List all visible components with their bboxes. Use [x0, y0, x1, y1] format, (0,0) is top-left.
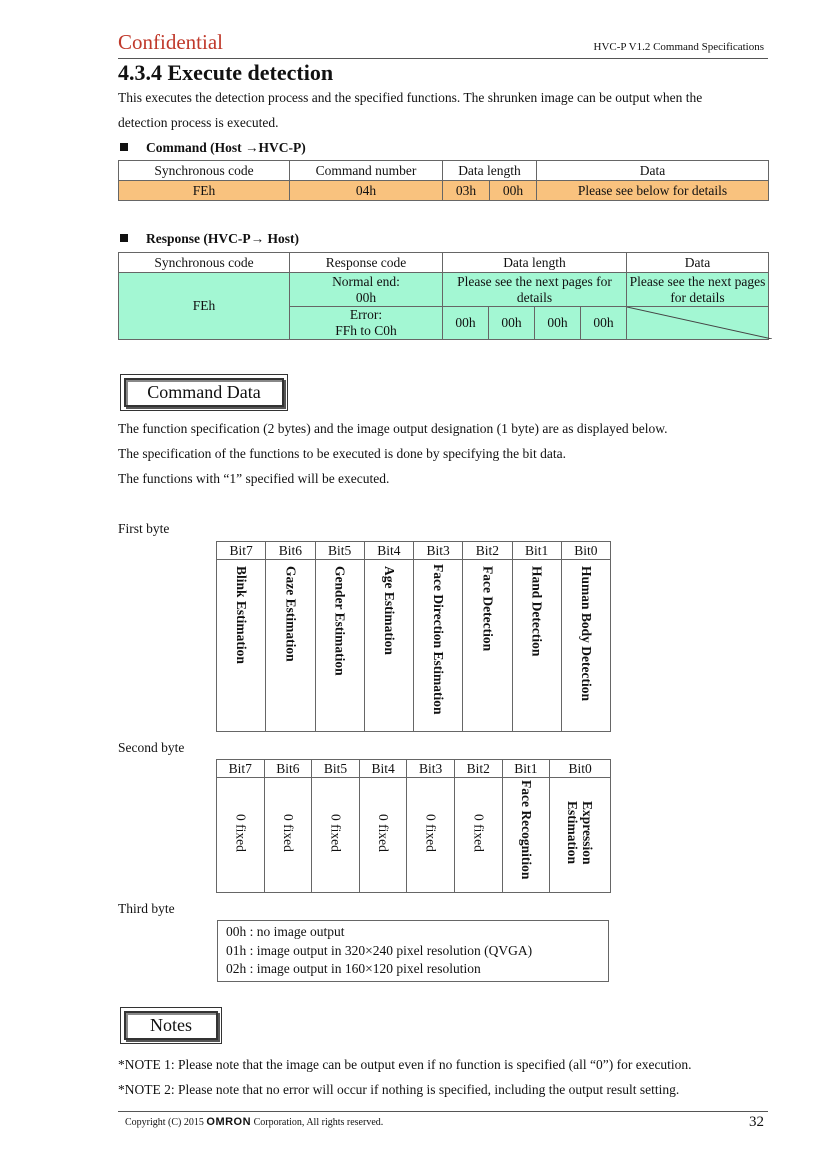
hand-detection: Hand Detection [529, 566, 545, 657]
command-data-label: Command Data [124, 378, 284, 407]
cmd-data: Please see below for details [537, 181, 769, 201]
resp-normal-end [290, 273, 443, 307]
cmd-length-1: 03h [443, 181, 490, 201]
bit5-header: Bit5 [315, 542, 364, 560]
cmd-data-line-2: The specification of the functions to be executed is done by specifying the bit data. [118, 446, 566, 461]
resp-err-data-empty [627, 307, 769, 340]
bit6-header: Bit6 [264, 760, 312, 778]
image-option-00h: 00h : no image output [226, 924, 345, 939]
resp-normal-length: Please see the next pages for details [443, 273, 627, 307]
intro-line-1: This executes the detection process and the specified functions. The shrunken image can be output when the [118, 90, 703, 105]
bit7-header: Bit7 [217, 542, 266, 560]
bit7-header: Bit7 [217, 760, 265, 778]
cmd-data-line-3: The functions with “1” specified will be executed. [118, 471, 390, 486]
command-data-box [120, 374, 288, 411]
cmd-header-sync: Synchronous code [119, 161, 290, 181]
diagonal-line-icon [627, 307, 772, 339]
cmd-sync-code: FEh [119, 181, 290, 201]
bit5-fixed: 0 fixed [328, 814, 344, 852]
resp-err-len-4: 00h [581, 307, 627, 340]
resp-normal-data: Please see the next pages for details [627, 273, 769, 307]
face-detection: Face Detection [480, 566, 496, 652]
resp-header-sync: Synchronous code [119, 253, 290, 273]
copyright-post: Corporation, All rights reserved. [253, 1117, 384, 1128]
error-code: FFh to C0h [335, 323, 397, 338]
section-title: 4.3.4 Execute detection [118, 60, 334, 85]
command-heading [120, 140, 306, 156]
bit6-header: Bit6 [266, 542, 315, 560]
cmd-header-length: Data length [443, 161, 537, 181]
document-title: HVC-P V1.2 Command Specifications [593, 41, 764, 53]
notes-box [120, 1007, 222, 1044]
bit1-header: Bit1 [502, 760, 550, 778]
resp-header-code: Response code [290, 253, 443, 273]
third-byte-box [217, 920, 609, 982]
resp-error [290, 307, 443, 340]
resp-err-len-3: 00h [535, 307, 581, 340]
bit4-header: Bit4 [359, 760, 407, 778]
bit7-fixed: 0 fixed [233, 814, 249, 852]
note-2: *NOTE 2: Please note that no error will occur if nothing is specified, including the output result setting. [118, 1082, 680, 1097]
human-body-detection: Human Body Detection [578, 566, 594, 701]
copyright [125, 1116, 383, 1128]
footer-divider [118, 1111, 768, 1112]
header-divider [118, 58, 768, 59]
resp-sync-code: FEh [119, 273, 290, 340]
response-heading-text: Response (HVC-P→ Host) [146, 231, 299, 246]
copyright-pre: Copyright (C) 2015 [125, 1117, 204, 1128]
image-option-01h: 01h : image output in 320×240 pixel resolution (QVGA) [226, 942, 533, 958]
normal-end-label: Normal end: [332, 273, 400, 289]
note-1: *NOTE 1: Please note that the image can be output even if no function is specified (all “0”) for execution. [118, 1057, 692, 1072]
resp-header-data: Data [627, 253, 769, 273]
bit2-header: Bit2 [463, 542, 512, 560]
bit0-header: Bit0 [561, 542, 610, 560]
bit6-fixed: 0 fixed [280, 814, 296, 852]
bit3-fixed: 0 fixed [423, 814, 439, 852]
bit4-fixed: 0 fixed [376, 814, 392, 852]
first-byte-table [216, 541, 611, 732]
expression-estimation: Expression Estimation [565, 801, 596, 865]
bit3-header: Bit3 [414, 542, 463, 560]
age-estimation: Age Estimation [381, 566, 397, 655]
gaze-estimation: Gaze Estimation [283, 566, 299, 662]
bullet-square-icon [120, 143, 128, 151]
bit1-header: Bit1 [512, 542, 561, 560]
bit5-header: Bit5 [312, 760, 360, 778]
notes-label: Notes [124, 1011, 218, 1040]
face-recognition: Face Recognition [518, 780, 534, 880]
resp-err-len-2: 00h [489, 307, 535, 340]
response-heading [120, 231, 299, 247]
cmd-number: 04h [290, 181, 443, 201]
page-number: 32 [749, 1114, 764, 1130]
response-table [118, 252, 769, 340]
command-heading-text: Command (Host →HVC-P) [146, 140, 306, 155]
resp-err-len-1: 00h [443, 307, 489, 340]
confidential-label: Confidential [118, 30, 223, 54]
intro-line-2: detection process is executed. [118, 115, 279, 130]
second-byte-label: Second byte [118, 740, 185, 755]
omron-logo: OMRON [206, 1116, 252, 1128]
cmd-header-data: Data [537, 161, 769, 181]
second-byte-table [216, 759, 611, 893]
resp-header-length: Data length [443, 253, 627, 273]
bit2-fixed: 0 fixed [471, 814, 487, 852]
normal-end-code: 00h [355, 289, 377, 305]
bit0-header: Bit0 [550, 760, 611, 778]
gender-estimation: Gender Estimation [332, 566, 348, 676]
error-label: Error: [349, 307, 383, 322]
cmd-length-2: 00h [490, 181, 537, 201]
cmd-data-line-1: The function specification (2 bytes) and the image output designation (1 byte) are as displayed below. [118, 421, 668, 436]
bullet-square-icon [120, 234, 128, 242]
blink-estimation: Blink Estimation [234, 566, 250, 664]
bit2-header: Bit2 [454, 760, 502, 778]
command-table [118, 160, 769, 201]
bit3-header: Bit3 [407, 760, 455, 778]
cmd-header-number: Command number [290, 161, 443, 181]
image-option-02h: 02h : image output in 160×120 pixel resolution [226, 961, 481, 976]
third-byte-label: Third byte [118, 901, 175, 916]
bit4-header: Bit4 [364, 542, 413, 560]
first-byte-label: First byte [118, 521, 170, 536]
face-direction-estimation: Face Direction Estimation [431, 564, 447, 715]
